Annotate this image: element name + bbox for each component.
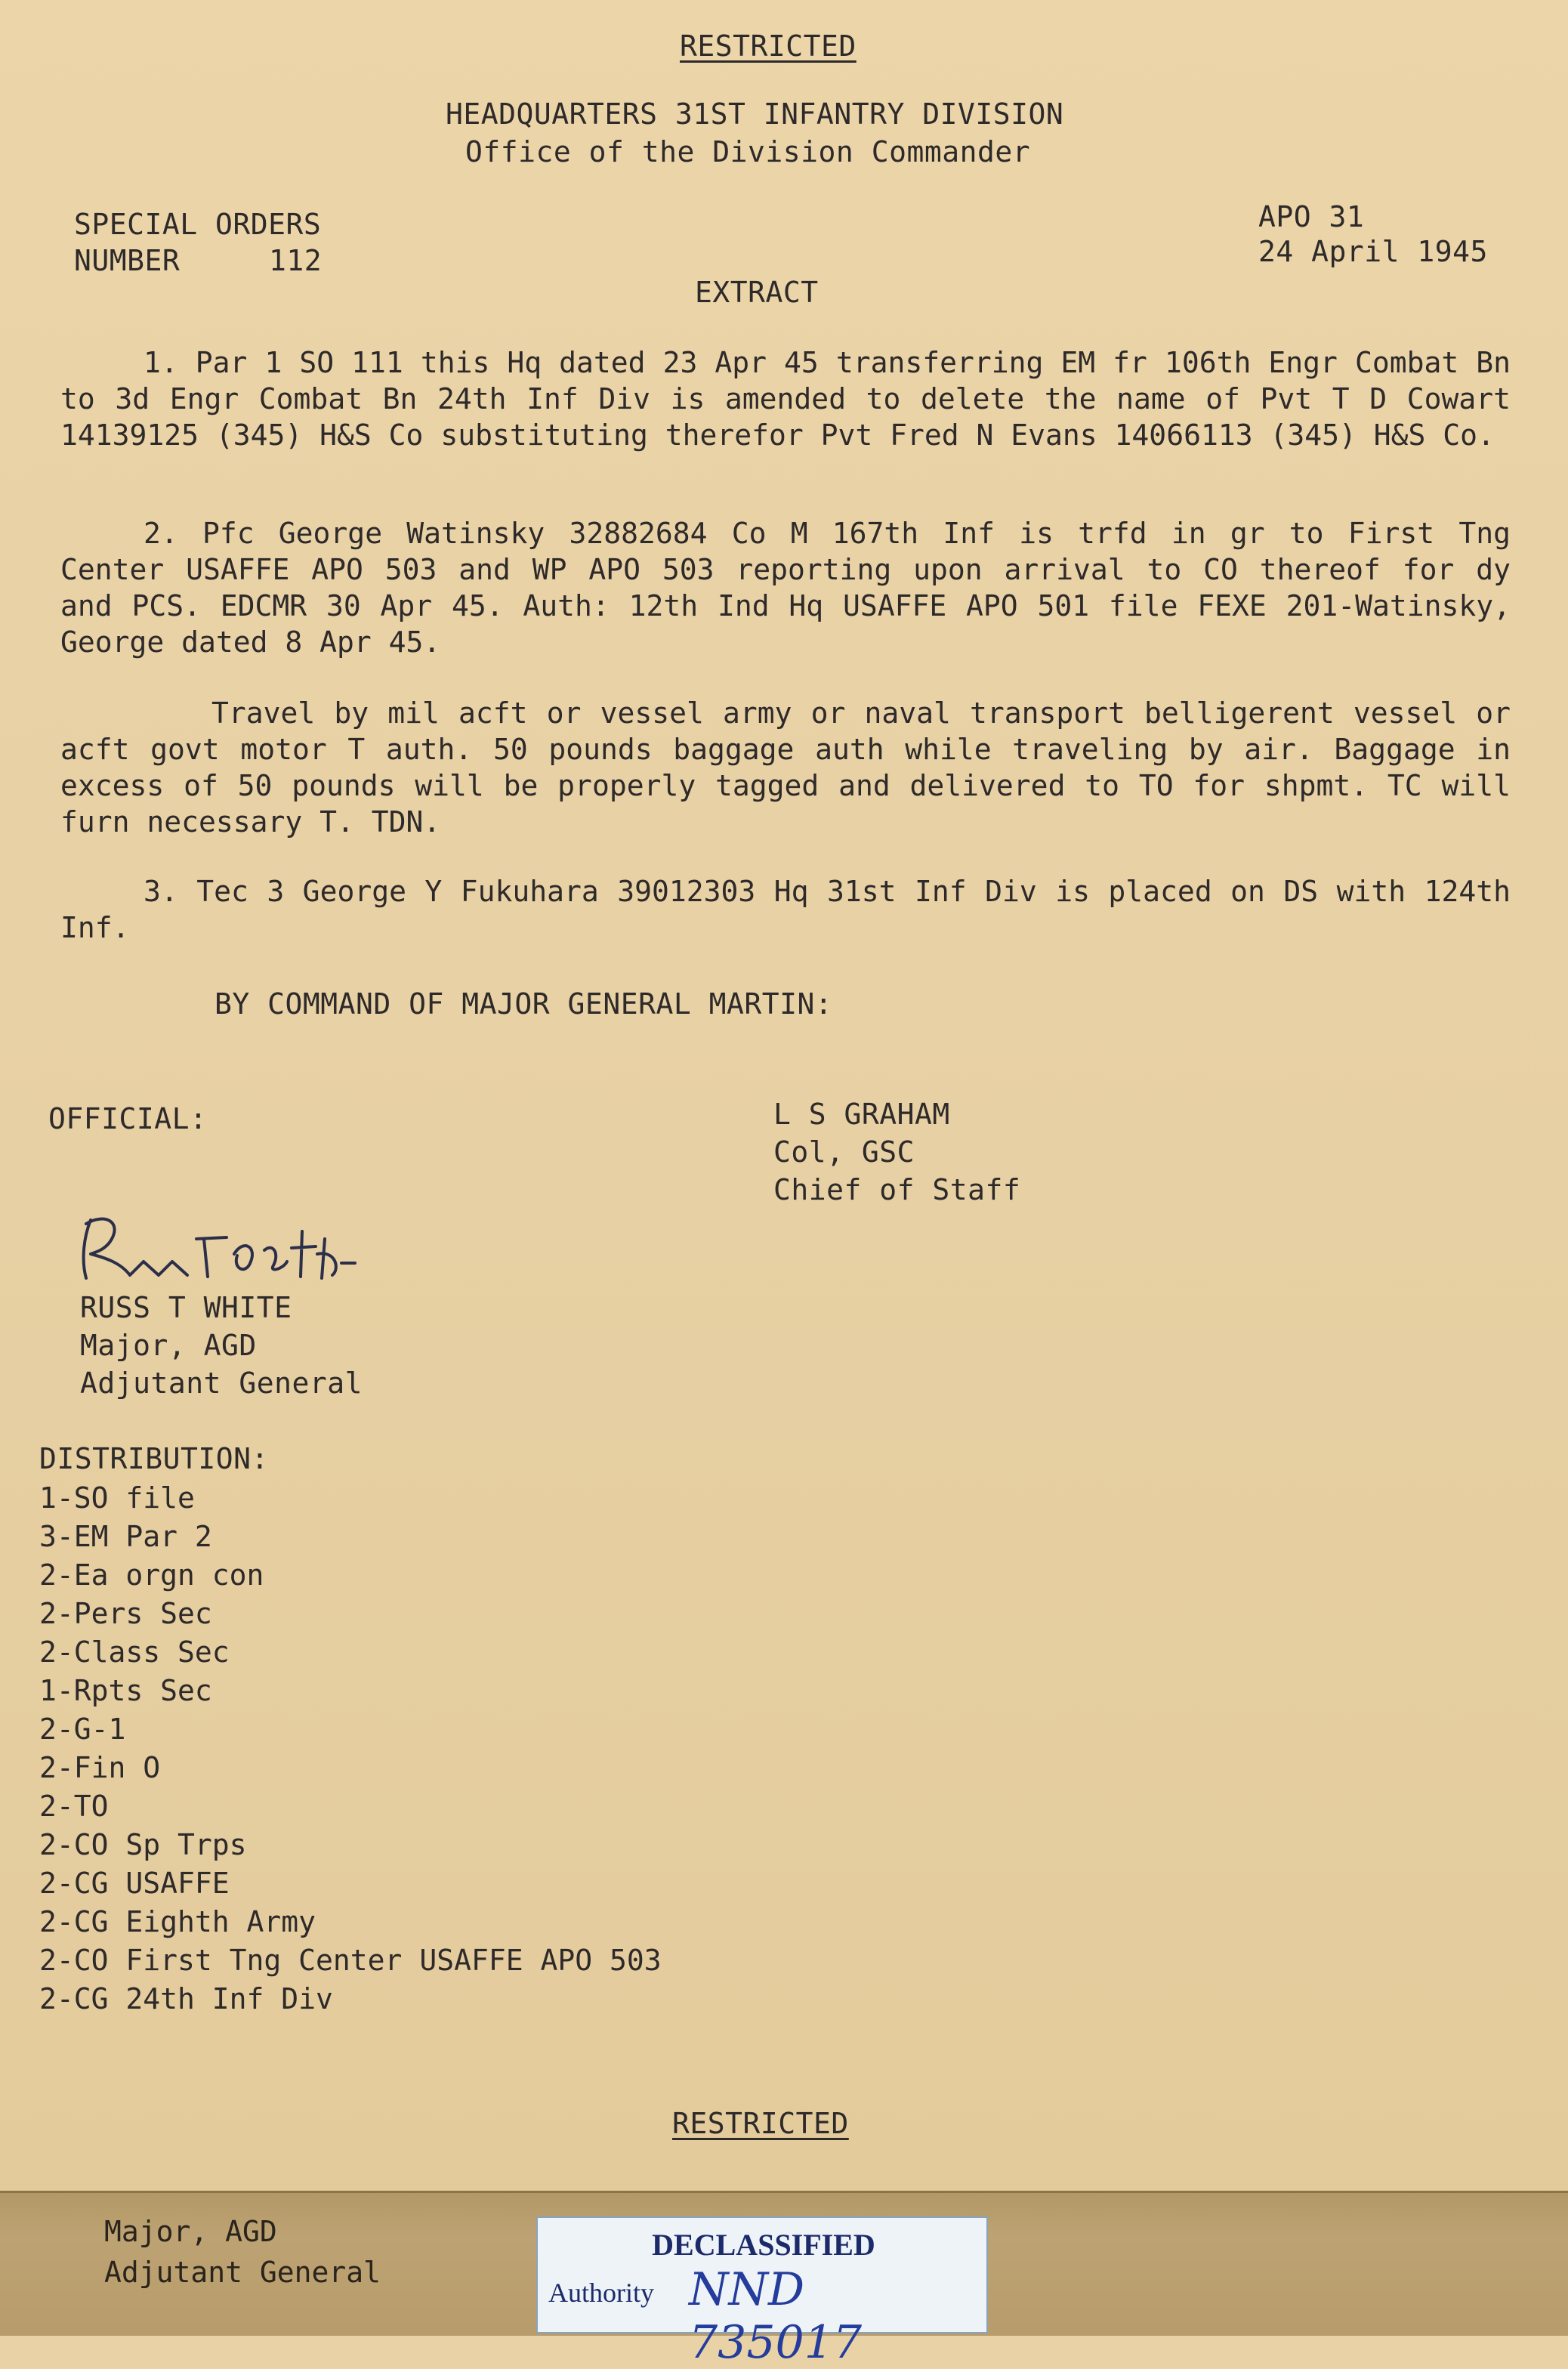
stamp-authority-label: Authority [548,2278,654,2308]
paragraph-3 [60,873,1511,946]
declassified-stamp [536,2216,988,2369]
order-number-label: NUMBER [74,244,181,277]
distribution-item: 2-CG 24th Inf Div [39,1982,333,2015]
official-label: OFFICIAL: [48,1102,208,1135]
distribution-item: 2-Fin O [39,1751,161,1784]
distribution-item: 3-EM Par 2 [39,1520,212,1553]
paragraph-1 [60,344,1511,453]
command-line: BY COMMAND OF MAJOR GENERAL MARTIN: [215,987,833,1021]
distribution-item: 2-Class Sec [39,1635,230,1669]
distribution-label: DISTRIBUTION: [39,1442,269,1475]
adjutant-rank: Major, AGD [80,1329,257,1362]
paragraph-3-text: 3. Tec 3 George Y Fukuhara 39012303 Hq 31st Inf Div is placed on DS with 124th Inf. [60,875,1511,944]
classification-top: RESTRICTED [680,29,857,63]
adjutant-title: Adjutant General [80,1367,363,1400]
distribution-item: 2-CO Sp Trps [39,1828,247,1861]
chief-of-staff-title: Chief of Staff [773,1173,1021,1206]
underlying-title: Adjutant General [104,2256,381,2289]
extract-label: EXTRACT [695,276,819,309]
distribution-item: 2-Ea orgn con [39,1558,264,1592]
distribution-item: 2-CO First Tng Center USAFFE APO 503 [39,1944,662,1977]
distribution-item: 2-G-1 [39,1713,126,1746]
stamp-authority-value: NND 735017 [689,2263,863,2369]
distribution-item: 2-Pers Sec [39,1597,212,1630]
order-date: 24 April 1945 [1258,235,1488,268]
adjutant-name: RUSS T WHITE [80,1291,292,1324]
classification-bottom: RESTRICTED [672,2107,849,2140]
distribution-item: 2-TO [39,1790,109,1823]
chief-of-staff-name: L S GRAHAM [773,1098,950,1131]
apo-line: APO 31 [1258,200,1365,233]
paragraph-2 [60,515,1511,660]
chief-of-staff-rank: Col, GSC [773,1135,915,1169]
paragraph-1-text: 1. Par 1 SO 111 this Hq dated 23 Apr 45 transferring EM fr 106th Engr Combat Bn to 3d Engr Combat Bn 24th Inf Div is amended to delete the name of Pvt T D Cowart 14139125 (345) H&S Co substituting therefor Pvt Fred N Evans 14066113 (345) H&S Co. [60,346,1511,452]
distribution-item: 2-CG USAFFE [39,1867,230,1900]
distribution-list [39,1479,662,2018]
order-number: 112 [269,244,323,277]
special-orders-label: SPECIAL ORDERS [74,208,322,241]
headquarters-line: HEADQUARTERS 31ST INFANTRY DIVISION [446,97,1064,131]
underlying-rank: Major, AGD [104,2215,277,2248]
paragraph-2-travel [60,695,1511,840]
office-line: Office of the Division Commander [465,135,1031,168]
distribution-item: 1-SO file [39,1481,195,1515]
paragraph-2-text: 2. Pfc George Watinsky 32882684 Co M 167th Inf is trfd in gr to First Tng Center USAFFE APO 503 and WP APO 503 reporting upon arrival to CO thereof for dy and PCS. EDCMR 30 Apr 45. Auth: 12th Ind Hq USAFFE APO 501 file FEXE 201-Watinsky, George dated 8 Apr 45. [60,517,1511,659]
handwritten-signature [76,1209,393,1292]
distribution-item: 1-Rpts Sec [39,1674,212,1707]
stamp-title: DECLASSIFIED [652,2228,875,2262]
distribution-item: 2-CG Eighth Army [39,1905,316,1938]
travel-text: Travel by mil acft or vessel army or naval transport belligerent vessel or acft govt motor T auth. 50 pounds baggage auth while traveling by air. Baggage in excess of 50 pounds will be properly tagged and delivered to TO for shpmt. TC will furn necessary T. TDN. [60,696,1511,839]
